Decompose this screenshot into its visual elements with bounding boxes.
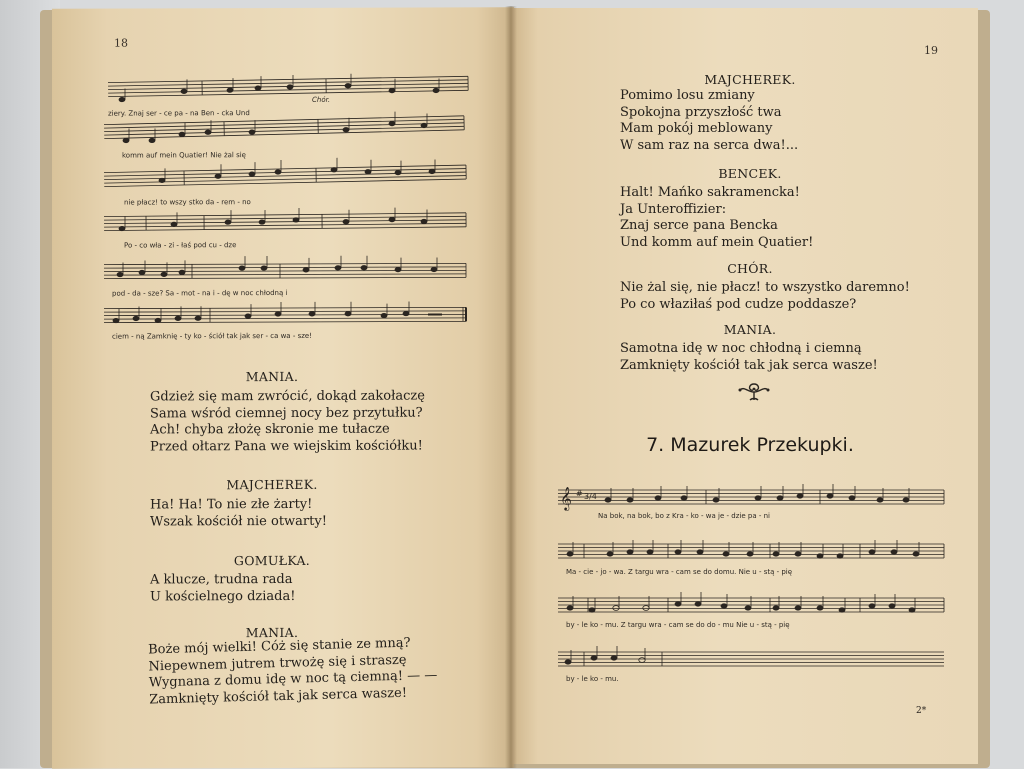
music-lyric-right-2: Ma - cie - jo - wa. Z targu wra - cam se do domu. Nie u - stą - pię <box>566 568 792 576</box>
verse-chor: Nie żal się, nie płacz! to wszystko daremno! Po co właziłaś pod cudze poddasze? <box>620 280 910 313</box>
right-page <box>510 8 978 764</box>
left-page <box>52 7 514 769</box>
speaker-mania-3: MANIA. <box>510 322 990 337</box>
svg-text:𝄞: 𝄞 <box>560 486 572 511</box>
music-lyric-line-6: ciem - ną Zamknię - ty ko - ściół tak jak ser - ca wa - sze! <box>112 332 312 341</box>
speaker-bencek: BENCEK. <box>510 166 990 181</box>
page-number-left: 18 <box>114 37 128 50</box>
music-lyric-right-1: Na bok, na bok, bo z Kra - ko - wa je - dzie pa - ni <box>598 512 770 520</box>
speaker-chor: CHÓR. <box>510 261 990 276</box>
music-lyric-line-1: ziery. Znaj ser - ce pa - na Ben - cka Und <box>108 109 250 117</box>
svg-text:3/4: 3/4 <box>584 492 597 501</box>
music-lyric-line-2: komm auf mein Quatier! Nie żal się <box>122 151 246 159</box>
verse-gomulka: A klucze, trudna rada U kościelnego dziada! <box>150 572 295 606</box>
verse-bencek: Halt! Mańko sakramencka! Ja Unteroffizier: Znaj serce pana Bencka Und komm auf mein Quatier! <box>620 185 813 251</box>
music-lyric-right-4: by - le ko - mu. <box>566 675 619 683</box>
music-lyric-line-4: Po - co wła - zi - łaś pod cu - dze <box>124 241 236 249</box>
verse-mania-1: Gdzież się mam zwrócić, dokąd zakołaczę Sama wśród ciemnej nocy bez przytułku? Ach! chyba złożę skronie me tułacze Przed ołtarz Pana we wiejskim kościółku! <box>150 389 425 456</box>
speaker-mania-2: MANIA. <box>52 624 492 641</box>
speaker-gomulka: GOMUŁKA. <box>52 552 492 569</box>
music-lyric-right-3: by - le ko - mu. Z targu wra - cam se do do - mu Nie u - stą - pię <box>566 621 790 629</box>
music-lyric-line-5: pod - da - sze? Sa - mot - na i - dę w noc chłodną i <box>112 289 287 298</box>
speaker-majcherek-1: MAJCHEREK. <box>52 476 492 493</box>
signature-mark: 2* <box>916 706 926 716</box>
verse-majcherek-2: Pomimo losu zmiany Spokojna przyszłość twa Mam pokój meblowany W sam raz na serca dwa!... <box>620 88 798 154</box>
music-lyric-line-3: nie płacz! to wszy stko da - rem - no <box>124 198 251 206</box>
verse-mania-3: Samotna idę w noc chłodną i ciemną Zamknięty kościół tak jak serca wasze! <box>620 341 878 374</box>
speaker-majcherek-2: MAJCHEREK. <box>510 72 990 87</box>
ornament-icon <box>736 380 772 404</box>
chor-marker: Chór. <box>312 96 330 104</box>
verse-majcherek-1: Ha! Ha! To nie złe żarty! Wszak kościół nie otwarty! <box>150 497 327 531</box>
page-number-right: 19 <box>924 44 938 57</box>
book-gutter <box>505 6 517 768</box>
song-title: 7. Mazurek Przekupki. <box>510 434 990 456</box>
verse-mania-2: Boże mój wielki! Cóż się stanie ze mną? Niepewnem jutrem trwożę się i straszę Wygnana z domu idę w noc tą ciemną! — — Zamknięty kościół tak jak serca wasze! <box>148 635 438 709</box>
speaker-mania-1: MANIA. <box>52 368 492 385</box>
music-staves-right <box>554 478 954 688</box>
svg-text:#: # <box>576 489 583 498</box>
